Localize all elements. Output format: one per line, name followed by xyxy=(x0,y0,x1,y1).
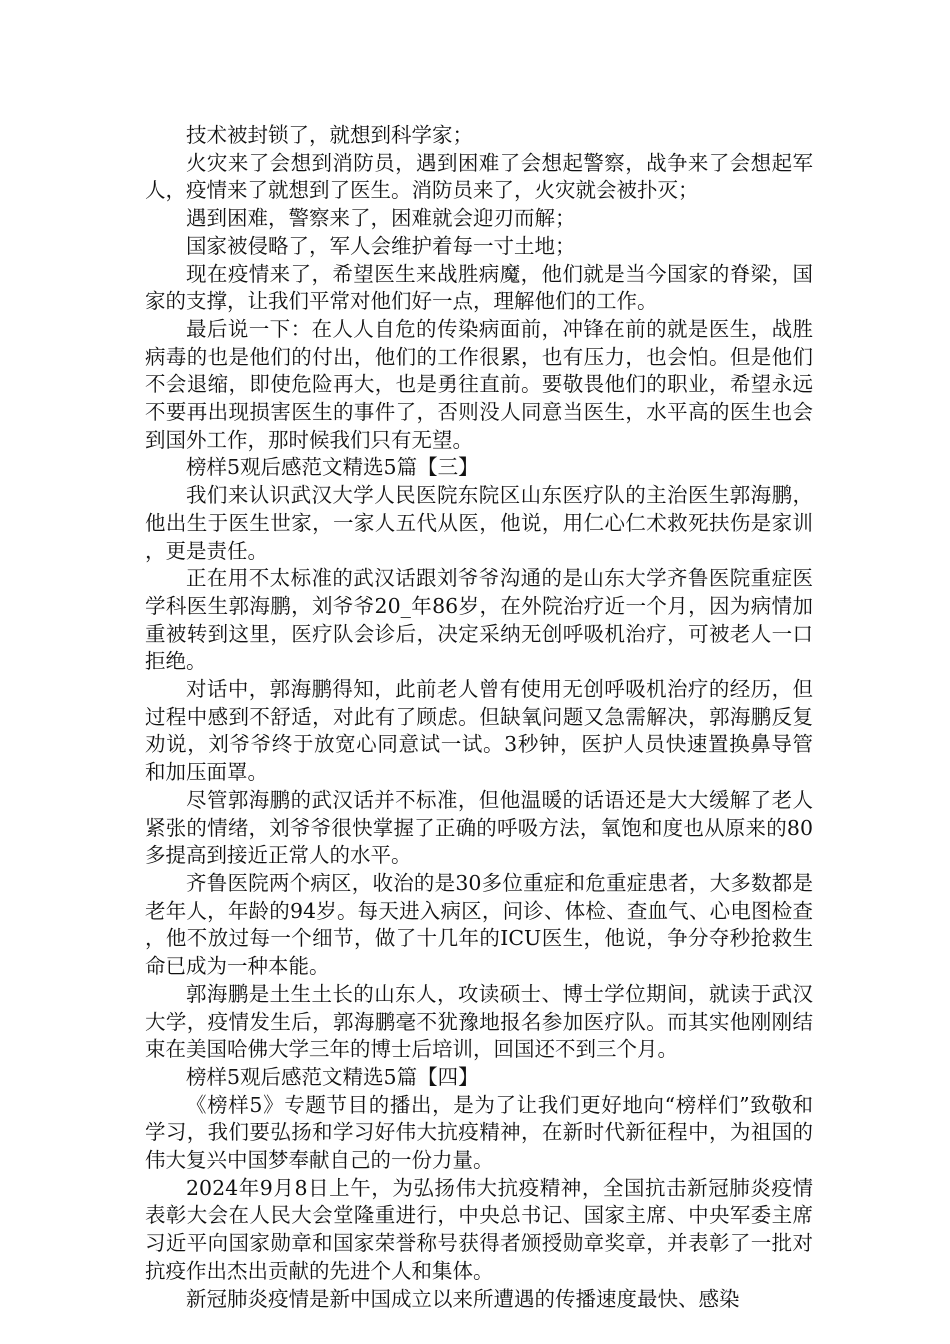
paragraph: 技术被封锁了，就想到科学家； xyxy=(186,123,473,147)
paragraph: 现在疫情来了，希望医生来战胜病魔，他们就是当今国家的脊梁，国家的支撑，让我们平常对他们好一点，理解他们的工作。 xyxy=(145,261,813,314)
section-heading: 榜样5观后感范文精选5篇【三】 xyxy=(186,455,479,480)
section-heading: 榜样5观后感范文精选5篇【四】 xyxy=(186,1064,479,1089)
paragraph: 《榜样5》专题节目的播出，是为了让我们更好地向“榜样们”致敬和学习，我们要弘扬和学习好伟大抗疫精神，在新时代新征程中，为祖国的伟大复兴中国梦奉献自己的一份力量。 xyxy=(145,1092,813,1173)
paragraph: 正在用不太标准的武汉话跟刘爷爷沟通的是山东大学齐鲁医院重症医学科医生郭海鹏，刘爷爷20_年86岁，在外院治疗近一个月，因为病情加重被转到这里，医疗队会诊后，决定采纳无创呼吸机治疗，可被老人一口拒绝。 xyxy=(145,566,813,674)
paragraph: 火灾来了会想到消防员，遇到困难了会想起警察，战争来了会想起军人，疫情来了就想到了医生。消防员来了，火灾就会被扑灭； xyxy=(145,150,813,203)
paragraph: 最后说一下：在人人自危的传染病面前，冲锋在前的就是医生，战胜病毒的也是他们的付出，他们的工作很累，也有压力，也会怕。但是他们不会退缩，即使危险再大，也是勇往直前。要敬畏他们的职业，希望永远不要再出现损害医生的事件了，否则没人同意当医生，水平高的医生也会到国外工作，那时候我们只有无望。 xyxy=(145,316,813,452)
paragraph: 国家被侵略了，军人会维护着每一寸土地； xyxy=(186,233,576,258)
paragraph: 2024年9月8日上午，为弘扬伟大抗疫精神，全国抗击新冠肺炎疫情表彰大会在人民大会堂隆重进行，中央总书记、国家主席、中央军委主席习近平向国家勋章和国家荣誉称号获得者颁授勋章奖章，并表彰了一批对抗疫作出杰出贡献的先进个人和集体。 xyxy=(145,1175,813,1283)
document-page xyxy=(145,122,813,1313)
paragraph: 对话中，郭海鹏得知，此前老人曾有使用无创呼吸机治疗的经历，但过程中感到不舒适，对此有了顾虑。但缺氧问题又急需解决，郭海鹏反复劝说，刘爷爷终于放宽心同意试一试。3秒钟，医护人员快速置换鼻导管和加压面罩。 xyxy=(145,677,813,785)
paragraph: 遇到困难，警察来了，困难就会迎刃而解； xyxy=(186,206,576,231)
paragraph: 齐鲁医院两个病区，收治的是30多位重症和危重症患者，大多数都是老年人，年龄的94岁。每天进入病区，问诊、体检、查血气、心电图检查，他不放过每一个细节，做了十几年的ICU医生，他说，争分夺秒抢救生命已成为一种本能。 xyxy=(145,870,813,979)
paragraph: 郭海鹏是土生土长的山东人，攻读硕士、博士学位期间，就读于武汉大学，疫情发生后，郭海鹏毫不犹豫地报名参加医疗队。而其实他刚刚结束在美国哈佛大学三年的博士后培训，回国还不到三个月。 xyxy=(145,981,813,1062)
paragraph: 尽管郭海鹏的武汉话并不标准，但他温暖的话语还是大大缓解了老人紧张的情绪，刘爷爷很快掌握了正确的呼吸方法，氧饱和度也从原来的80多提高到接近正常人的水平。 xyxy=(145,787,813,868)
paragraph: 我们来认识武汉大学人民医院东院区山东医疗队的主治医生郭海鹏，他出生于医生世家，一家人五代从医，他说，用仁心仁术救死扶伤是家训，更是责任。 xyxy=(145,483,813,563)
paragraph: 新冠肺炎疫情是新中国成立以来所遭遇的传播速度最快、感染 xyxy=(186,1286,740,1311)
